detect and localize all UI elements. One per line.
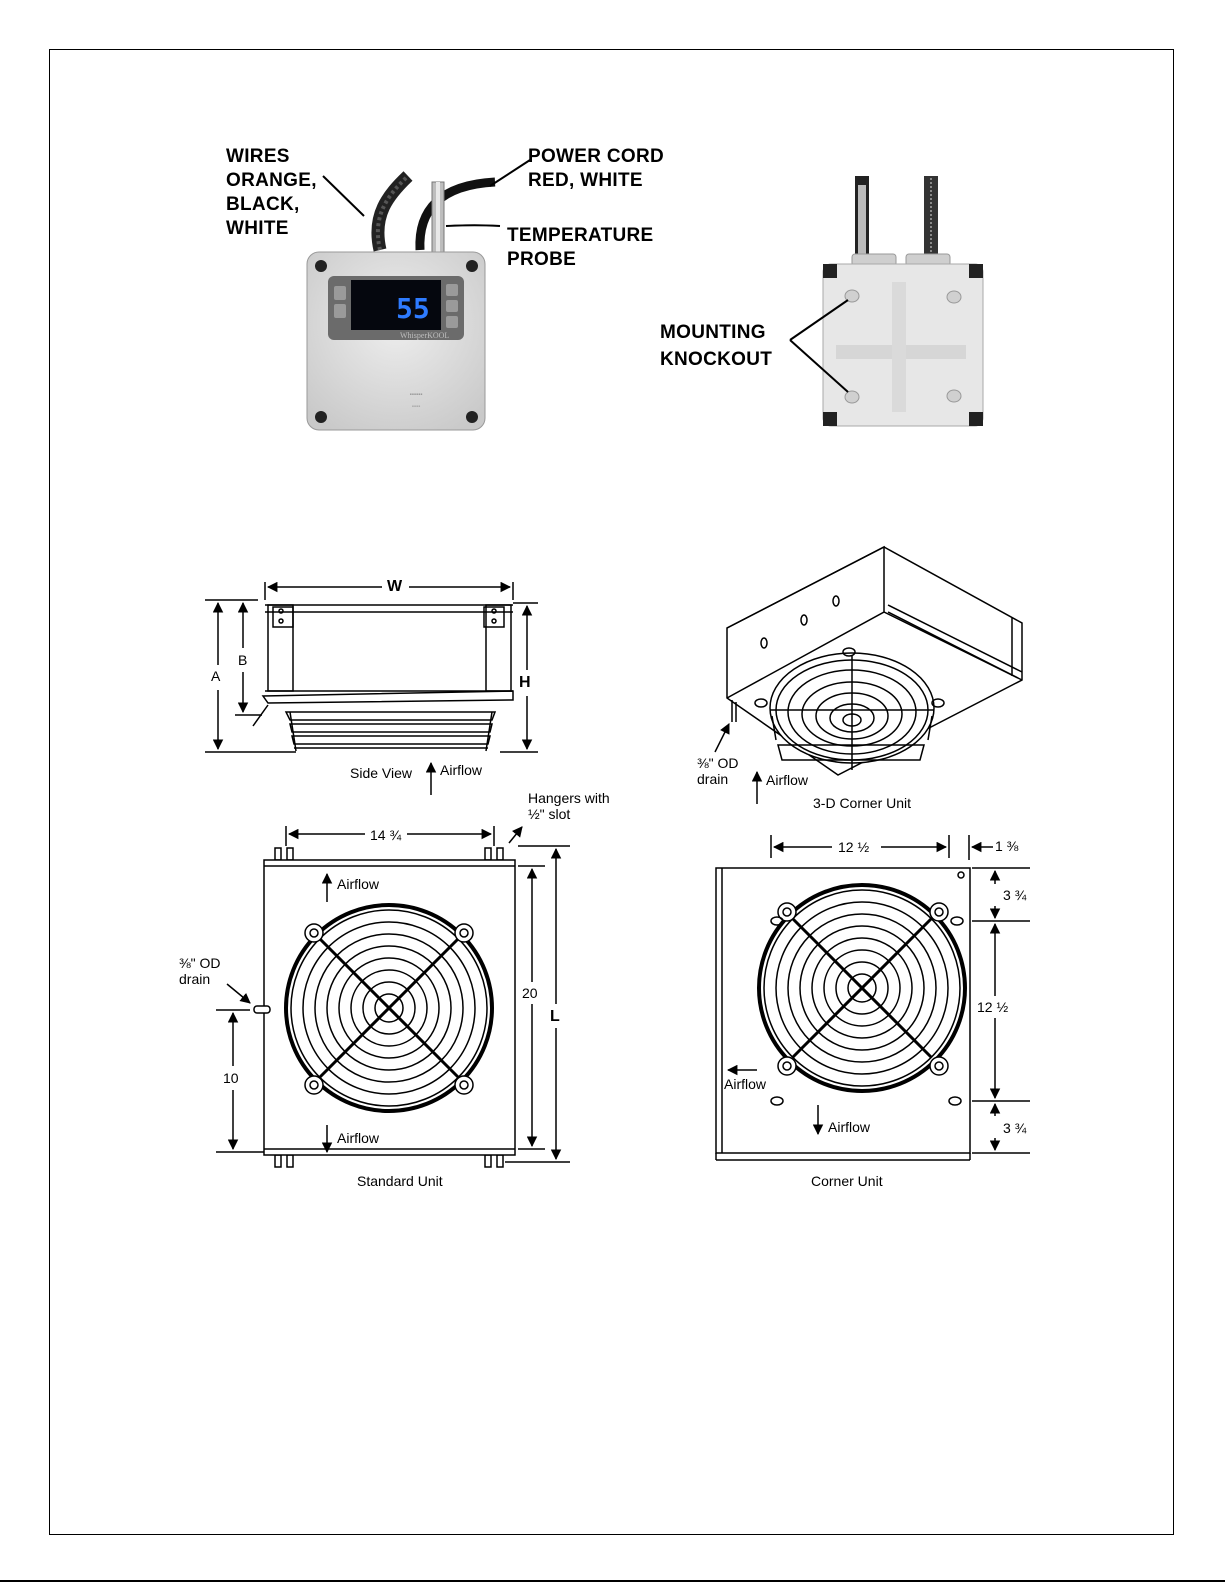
standard-unit-airflow-bottom: Airflow — [337, 1130, 380, 1146]
corner-unit-airflow-bottom: Airflow — [828, 1119, 871, 1135]
side-view-airflow-label: Airflow — [440, 762, 483, 778]
corner-3d-drain-label: ⅜" OD drain — [697, 755, 739, 787]
power-cord-cable — [420, 182, 495, 250]
temperature-probe-label: TEMPERATURE PROBE — [507, 225, 654, 270]
corner-unit-3d-drawing — [715, 547, 1022, 804]
side-view-a-label: A — [211, 668, 221, 684]
corner-unit-airflow-left: Airflow — [724, 1076, 767, 1092]
hangers-label: Hangers with ½" slot — [528, 790, 610, 822]
side-view-width-label: W — [387, 578, 403, 595]
standard-unit-drawing — [216, 826, 570, 1167]
wires-label: WIRES ORANGE, BLACK, WHITE — [226, 146, 317, 239]
standard-unit-height-dim: 20 — [522, 985, 538, 1001]
corner-3d-caption: 3-D Corner Unit — [813, 795, 912, 811]
svg-text:▪▪▪▪▪▪: ▪▪▪▪▪▪ — [409, 392, 423, 398]
side-view-drawing — [205, 582, 538, 795]
standard-unit-l-label: L — [550, 1008, 560, 1025]
corner-unit-width-dim: 12 ½ — [838, 839, 870, 855]
standard-unit-drain-height-dim: 10 — [223, 1070, 239, 1086]
controller-back-illustration — [790, 176, 983, 426]
side-view-b-label: B — [238, 652, 248, 668]
corner-unit-offset-dim: 1 ⅜ — [995, 838, 1019, 854]
standard-unit-drain-label: ⅜" OD drain — [179, 955, 221, 987]
svg-text:▪▪▪▪: ▪▪▪▪ — [411, 404, 421, 410]
controller-brand-text: WhisperKOOL — [400, 331, 450, 340]
power-cord-label: POWER CORD RED, WHITE — [528, 146, 664, 191]
standard-unit-airflow-top: Airflow — [337, 876, 380, 892]
corner-unit-drawing — [716, 835, 1030, 1160]
corner-unit-top-dim: 3 ¾ — [1003, 887, 1027, 903]
side-view-caption: Side View — [350, 765, 413, 781]
side-view-h-label: H — [519, 674, 531, 691]
corner-unit-bottom-dim: 3 ¾ — [1003, 1120, 1027, 1136]
display-readout: 55 — [396, 292, 430, 325]
corner-unit-caption: Corner Unit — [811, 1173, 883, 1189]
corner-unit-mid-dim: 12 ½ — [977, 999, 1009, 1015]
standard-unit-caption: Standard Unit — [357, 1173, 443, 1189]
standard-unit-width-dim: 14 ¾ — [370, 827, 402, 843]
corner-3d-airflow-label: Airflow — [766, 772, 809, 788]
knockout-bottom-left — [845, 391, 859, 403]
mounting-knockout-label: MOUNTING KNOCKOUT — [660, 322, 773, 370]
